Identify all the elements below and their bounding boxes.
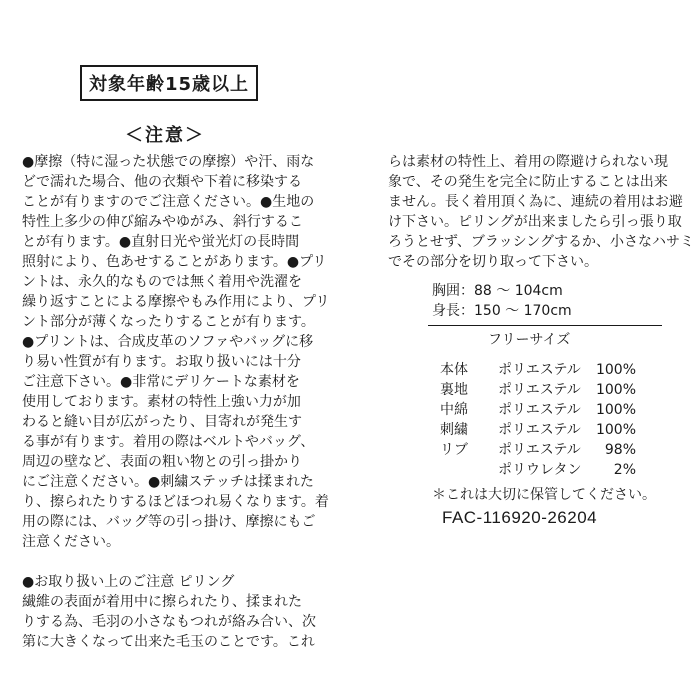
caution-line: どで濡れた場合、他の衣類や下着に移染する bbox=[22, 174, 302, 190]
caution-line: ント部分が薄くなったりすることが有ります。 bbox=[22, 314, 315, 330]
pilling-line: 第に大きくなって出来た毛玉のことです。これ bbox=[22, 634, 315, 650]
material-percent: 98% bbox=[604, 442, 636, 458]
pilling-line: りする為、毛羽の小さなもつれが絡み合い、次 bbox=[22, 614, 316, 630]
age-label-box bbox=[80, 65, 258, 101]
pilling-line: ●お取り扱い上のご注意 ピリング bbox=[22, 574, 235, 590]
caution-line: り易い性質が有ります。お取り扱いには十分 bbox=[22, 354, 301, 370]
material-name: ポリエステル bbox=[498, 442, 581, 458]
caution-line: 特性上多少の伸び縮みやゆがみ、斜行するこ bbox=[22, 214, 303, 230]
keep-note: ＊これは大切に保管してください。 bbox=[432, 487, 656, 503]
chest-size: 胸囲：88 ～ 104cm bbox=[432, 283, 563, 299]
material-part: 裏地 bbox=[440, 382, 468, 398]
pilling-line: 象で、その発生を完全に防止することは出来 bbox=[388, 174, 668, 190]
caution-line: ●摩擦（特に湿った状態での摩擦）や汗、雨な bbox=[22, 154, 315, 170]
material-percent: 100% bbox=[595, 422, 636, 438]
caution-line: 周辺の壁など、表面の粗い物との引っ掛かり bbox=[22, 454, 302, 470]
pilling-line: ろうとせず、ブラッシングするか、小さなハサミ bbox=[388, 234, 694, 250]
material-row bbox=[440, 440, 650, 460]
size-block bbox=[432, 281, 572, 321]
caution-title: ＜注意＞ bbox=[125, 125, 205, 146]
pilling-line: ません。長く着用頂く為に、連続の着用はお避 bbox=[388, 194, 683, 210]
material-percent: 2% bbox=[613, 462, 636, 478]
caution-line: ●プリントは、合成皮革のソファやバッグに移 bbox=[22, 334, 314, 350]
caution-line: にご注意ください。●刺繍ステッチは揉まれた bbox=[22, 474, 314, 490]
caution-line: ご注意下さい。●非常にデリケートな素材を bbox=[22, 374, 300, 390]
caution-line: ことが有りますのでご注意ください。●生地の bbox=[22, 194, 315, 210]
material-row bbox=[440, 420, 650, 440]
material-part: 刺繍 bbox=[440, 422, 468, 438]
material-row bbox=[440, 400, 650, 420]
caution-line: 繰り返すことによる摩擦やもみ作用により、プリ bbox=[22, 294, 330, 310]
free-size-label: フリーサイズ bbox=[488, 332, 571, 348]
caution-line: 使用しております。素材の特性上強い力が加 bbox=[22, 394, 301, 410]
pilling-line: らは素材の特性上、着用の際避けられない現 bbox=[388, 154, 668, 170]
caution-line: 照射により、色あせすることがあります。●プリ bbox=[22, 254, 327, 270]
caution-line: とが有ります。●直射日光や蛍光灯の長時間 bbox=[22, 234, 300, 250]
materials-table bbox=[440, 360, 650, 480]
material-percent: 100% bbox=[595, 382, 636, 398]
material-part: 中綿 bbox=[440, 402, 468, 418]
pilling-line: け下さい。ピリングが出来ましたら引っ張り取 bbox=[388, 214, 682, 230]
caution-text-left bbox=[22, 152, 334, 652]
material-name: ポリエステル bbox=[498, 382, 581, 398]
material-row bbox=[440, 380, 650, 400]
caution-line: わると縫い目が広がったり、目寄れが発生す bbox=[22, 414, 302, 430]
product-code: FAC-116920-26204 bbox=[442, 508, 598, 527]
material-name: ポリエステル bbox=[498, 402, 581, 418]
height-size: 身長：150 ～ 170cm bbox=[432, 303, 572, 319]
caution-line: ントは、永久的なものでは無く着用や洗濯を bbox=[22, 274, 302, 290]
pilling-line: でその部分を切り取って下さい。 bbox=[388, 254, 598, 270]
material-part: 本体 bbox=[440, 362, 468, 378]
material-row bbox=[440, 460, 650, 480]
caution-line: る事が有ります。着用の際はベルトやバッグ、 bbox=[22, 434, 315, 450]
material-name: ポリエステル bbox=[498, 422, 581, 438]
material-name: ポリウレタン bbox=[498, 462, 582, 478]
caution-line: 用の際には、バッグ等の引っ掛け、摩擦にもご bbox=[22, 514, 316, 530]
material-row bbox=[440, 360, 650, 380]
pilling-line: 繊維の表面が着用中に擦られたり、揉まれた bbox=[22, 594, 302, 610]
material-name: ポリエステル bbox=[498, 362, 581, 378]
caution-text-right bbox=[388, 152, 694, 272]
age-label: 対象年齢15歳以上 bbox=[88, 74, 250, 95]
material-part: リブ bbox=[440, 442, 468, 458]
caution-line: 注意ください。 bbox=[22, 534, 120, 550]
material-percent: 100% bbox=[595, 362, 636, 378]
material-percent: 100% bbox=[595, 402, 636, 418]
caution-line: り、擦られたりするほどほつれ易くなります。着 bbox=[22, 494, 329, 510]
divider bbox=[428, 325, 662, 326]
